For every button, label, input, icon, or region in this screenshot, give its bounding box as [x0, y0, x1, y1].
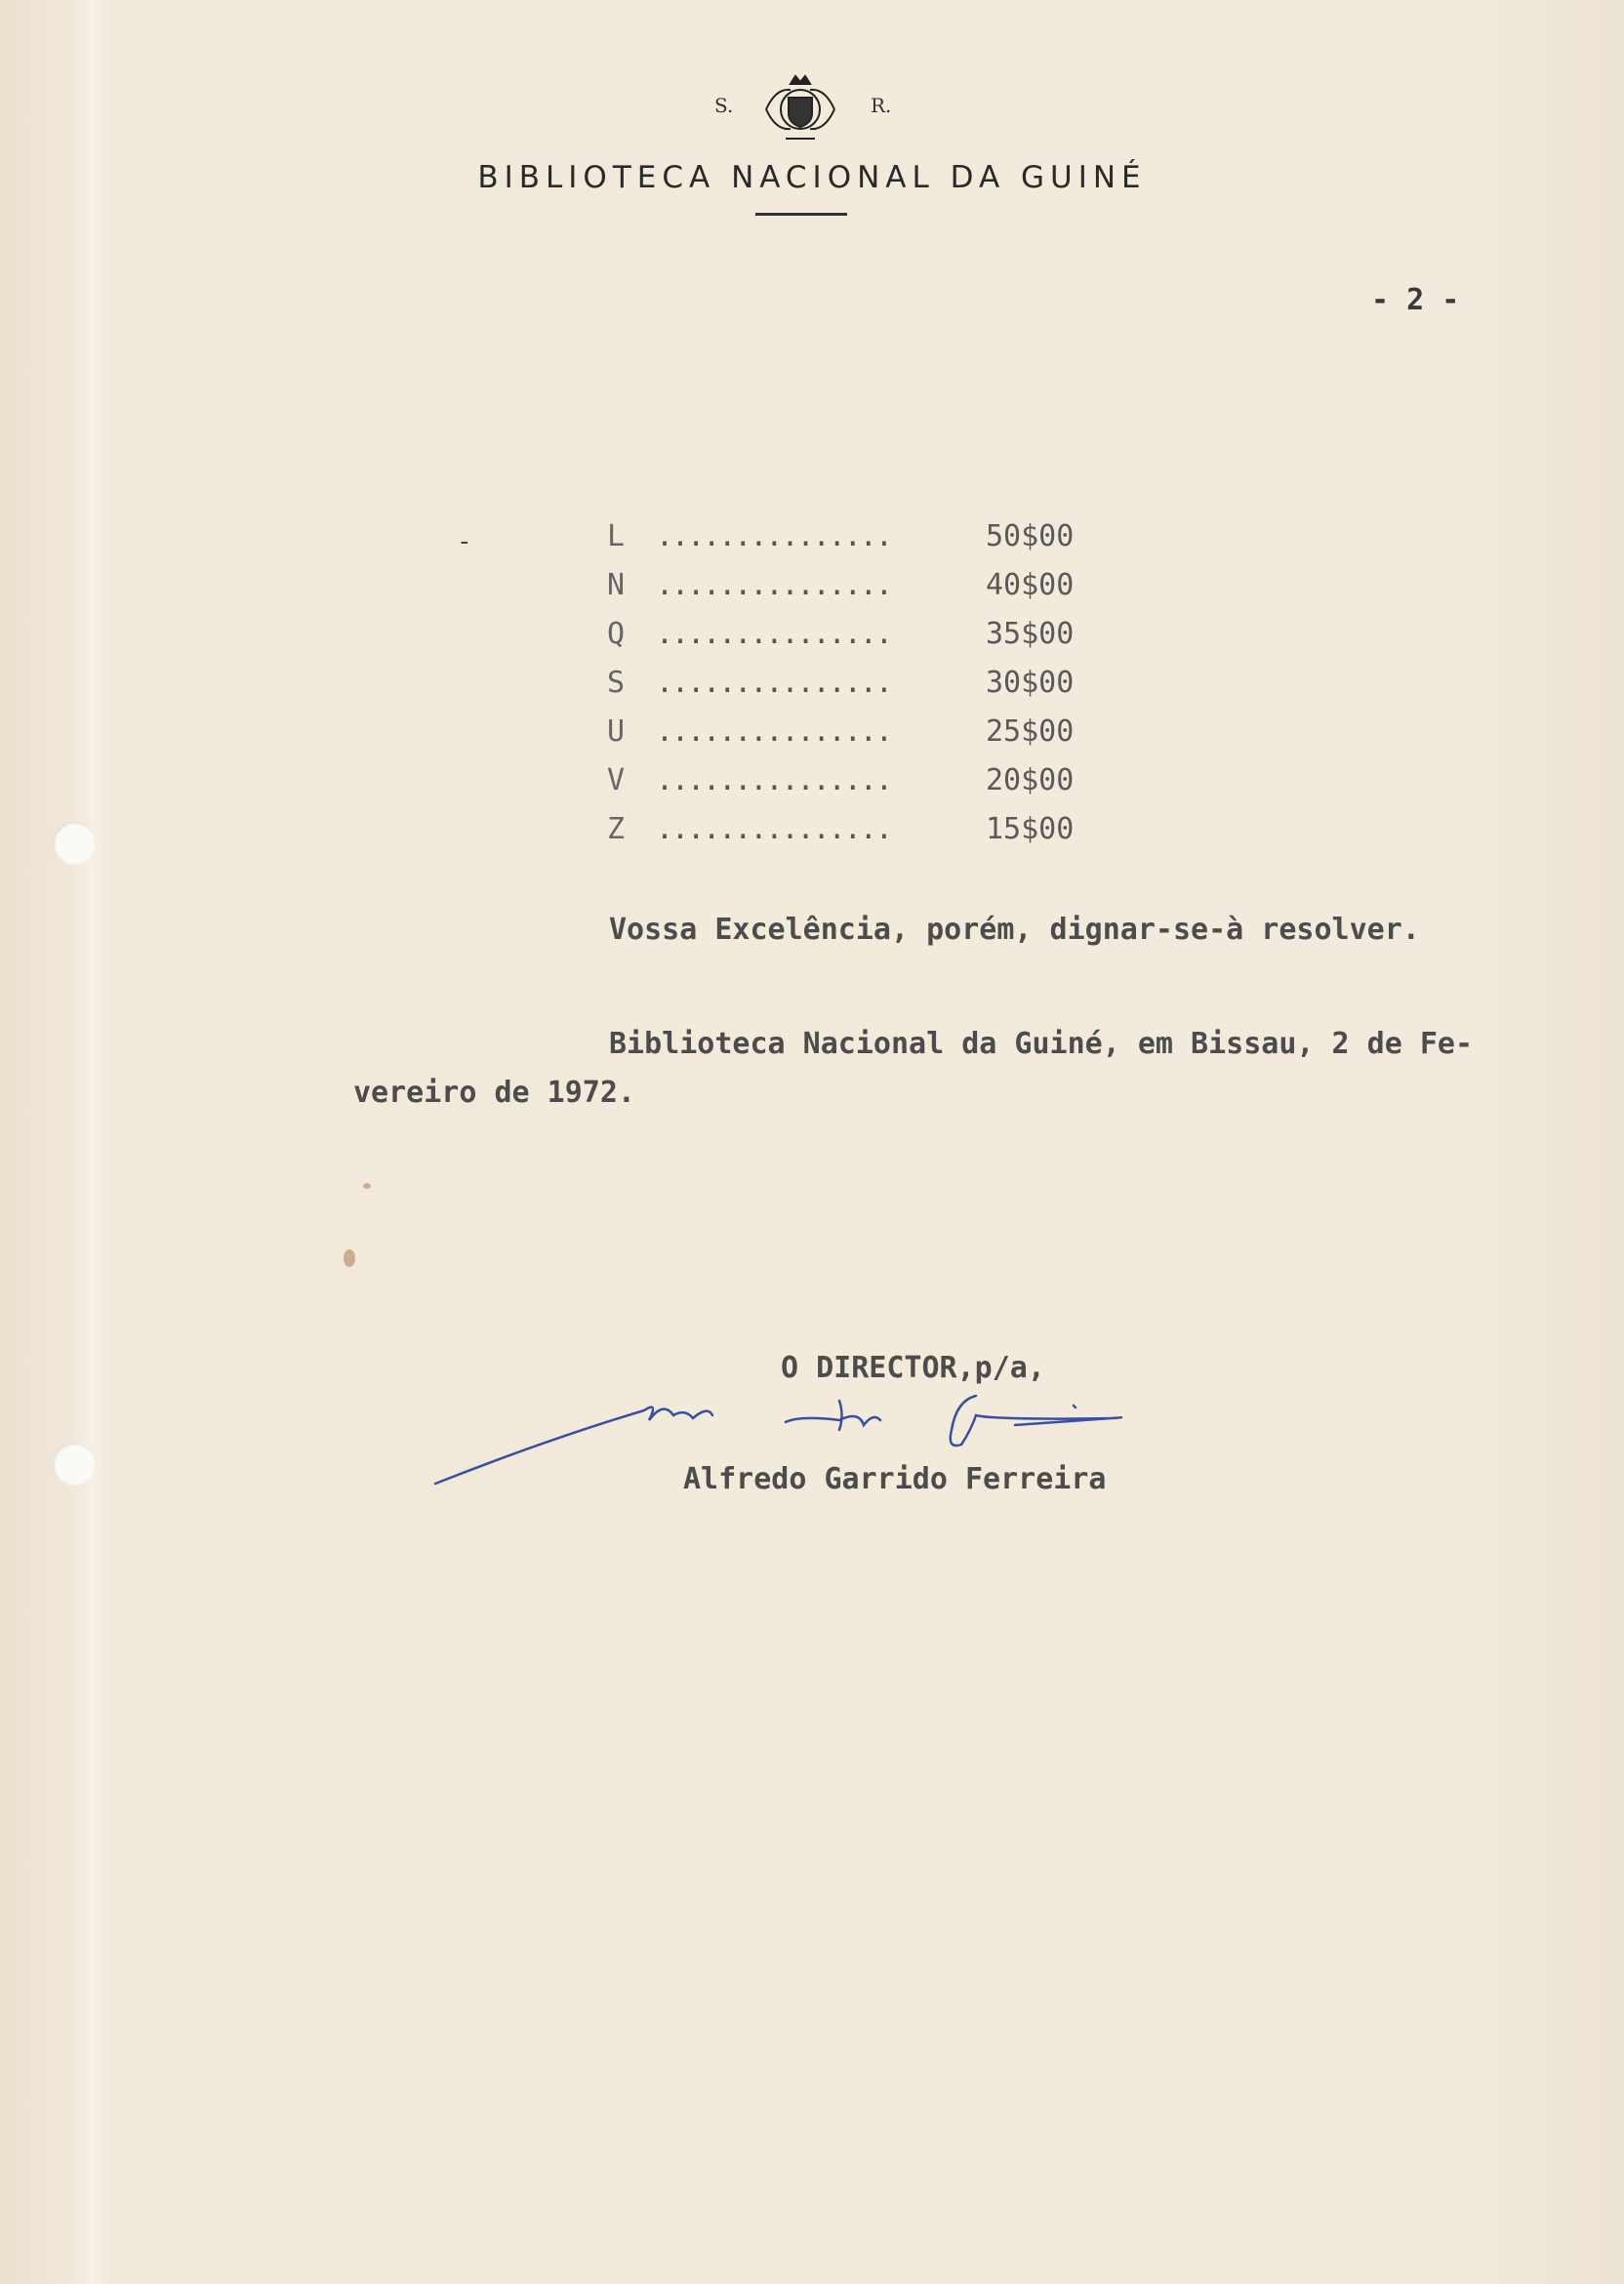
price-value: 20$00: [986, 763, 1075, 797]
price-value: 40$00: [986, 568, 1075, 602]
price-value: 15$00: [986, 812, 1075, 846]
price-row: [607, 666, 1115, 714]
leader-dots: ...............: [656, 714, 891, 749]
institution-name: BIBLIOTECA NACIONAL DA GUINÉ: [477, 160, 1147, 195]
director-title: O DIRECTOR,p/a,: [781, 1351, 1045, 1385]
price-category: N: [607, 568, 626, 602]
leader-dots: ...............: [656, 666, 891, 700]
price-value: 25$00: [986, 714, 1075, 749]
margin-dash: -: [457, 527, 472, 556]
price-list: [607, 519, 1115, 861]
price-row: [607, 763, 1115, 812]
signatory-name: Alfredo Garrido Ferreira: [683, 1462, 1107, 1496]
letterhead-left-mark: S.: [714, 94, 734, 117]
closing-line: Vossa Excelência, porém, dignar-se-à resolver.: [609, 913, 1420, 947]
coat-of-arms-icon: [756, 70, 844, 148]
price-category: Q: [607, 617, 626, 651]
ink-stain: [363, 1183, 371, 1189]
page-number: - 2 -: [1371, 283, 1460, 317]
price-value: 30$00: [986, 666, 1075, 700]
paper-fold-shadow: [68, 0, 117, 2284]
price-row: [607, 812, 1115, 861]
price-value: 50$00: [986, 519, 1075, 553]
place-date-line: vereiro de 1972.: [353, 1076, 635, 1110]
price-row: [607, 617, 1115, 666]
price-row: [607, 519, 1115, 568]
ink-stain: [344, 1249, 355, 1267]
price-category: S: [607, 666, 626, 700]
price-row: [607, 714, 1115, 763]
letterhead-right-mark: R.: [871, 94, 892, 117]
leader-dots: ...............: [656, 568, 891, 602]
price-category: L: [607, 519, 626, 553]
place-date-line: Biblioteca Nacional da Guiné, em Bissau, 2 de Fe-: [609, 1027, 1474, 1061]
leader-dots: ...............: [656, 617, 891, 651]
letterhead-rule: [755, 213, 847, 216]
leader-dots: ...............: [656, 763, 891, 797]
price-row: [607, 568, 1115, 617]
leader-dots: ...............: [656, 519, 891, 553]
price-category: U: [607, 714, 626, 749]
price-category: V: [607, 763, 626, 797]
punch-hole: [53, 1443, 96, 1486]
leader-dots: ...............: [656, 812, 891, 846]
price-value: 35$00: [986, 617, 1075, 651]
letterhead-marks: [703, 70, 917, 148]
price-category: Z: [607, 812, 626, 846]
punch-hole: [53, 822, 96, 865]
